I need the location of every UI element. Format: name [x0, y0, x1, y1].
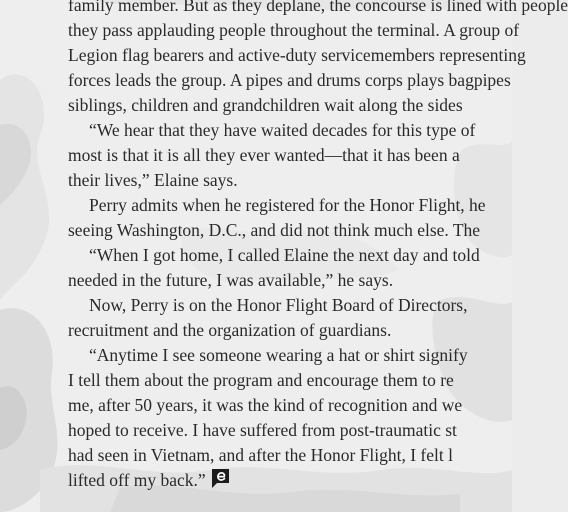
paragraph-2 — [68, 118, 538, 193]
paragraph-6 — [68, 343, 538, 493]
text-line: “Anytime I see someone wearing a hat or shirt signify — [89, 345, 468, 365]
text-line-content: lifted off my back.” — [68, 470, 206, 490]
text-line: seeing Washington, D.C., and did not think much else. The — [68, 220, 481, 240]
paragraph-5 — [68, 293, 538, 343]
electric-cooperative-e-icon — [210, 468, 231, 496]
paragraph-1 — [68, 0, 568, 118]
text-line: “We hear that they have waited decades for this type of — [89, 120, 476, 140]
text-line: needed in the future, I was available,” he says. — [68, 270, 394, 290]
text-line: me, after 50 years, it was the kind of recognition and we — [68, 395, 463, 415]
text-line: “When I got home, I called Elaine the next day and told — [89, 245, 480, 265]
text-line: forces leads the group. A pipes and drums corps plays bagpipes — [68, 70, 511, 90]
paragraph-3 — [68, 193, 538, 243]
text-line: Perry admits when he registered for the Honor Flight, he — [89, 195, 486, 215]
text-line: recruitment and the organization of guardians. — [68, 320, 392, 340]
text-line: hoped to receive. I have suffered from post-traumatic st — [68, 420, 457, 440]
text-line: siblings, children and grandchildren wait along the sides — [68, 95, 463, 115]
text-line: family member. But as they deplane, the concourse is lined with people — [68, 0, 568, 15]
text-line: they pass applauding people throughout the terminal. A group of — [68, 20, 520, 40]
text-line: had seen in Vietnam, and after the Honor Flight, I felt l — [68, 445, 453, 465]
text-line: I tell them about the program and encourage them to re — [68, 370, 454, 390]
text-line: Legion flag bearers and active-duty servicemembers representing — [68, 45, 526, 65]
paragraph-4 — [68, 243, 538, 293]
text-line: Now, Perry is on the Honor Flight Board of Directors, — [89, 295, 468, 315]
text-line: their lives,” Elaine says. — [68, 170, 238, 190]
article-body — [68, 0, 568, 493]
text-line: most is that it is all they ever wanted—that it has been a — [68, 145, 460, 165]
last-text-line — [68, 468, 538, 493]
